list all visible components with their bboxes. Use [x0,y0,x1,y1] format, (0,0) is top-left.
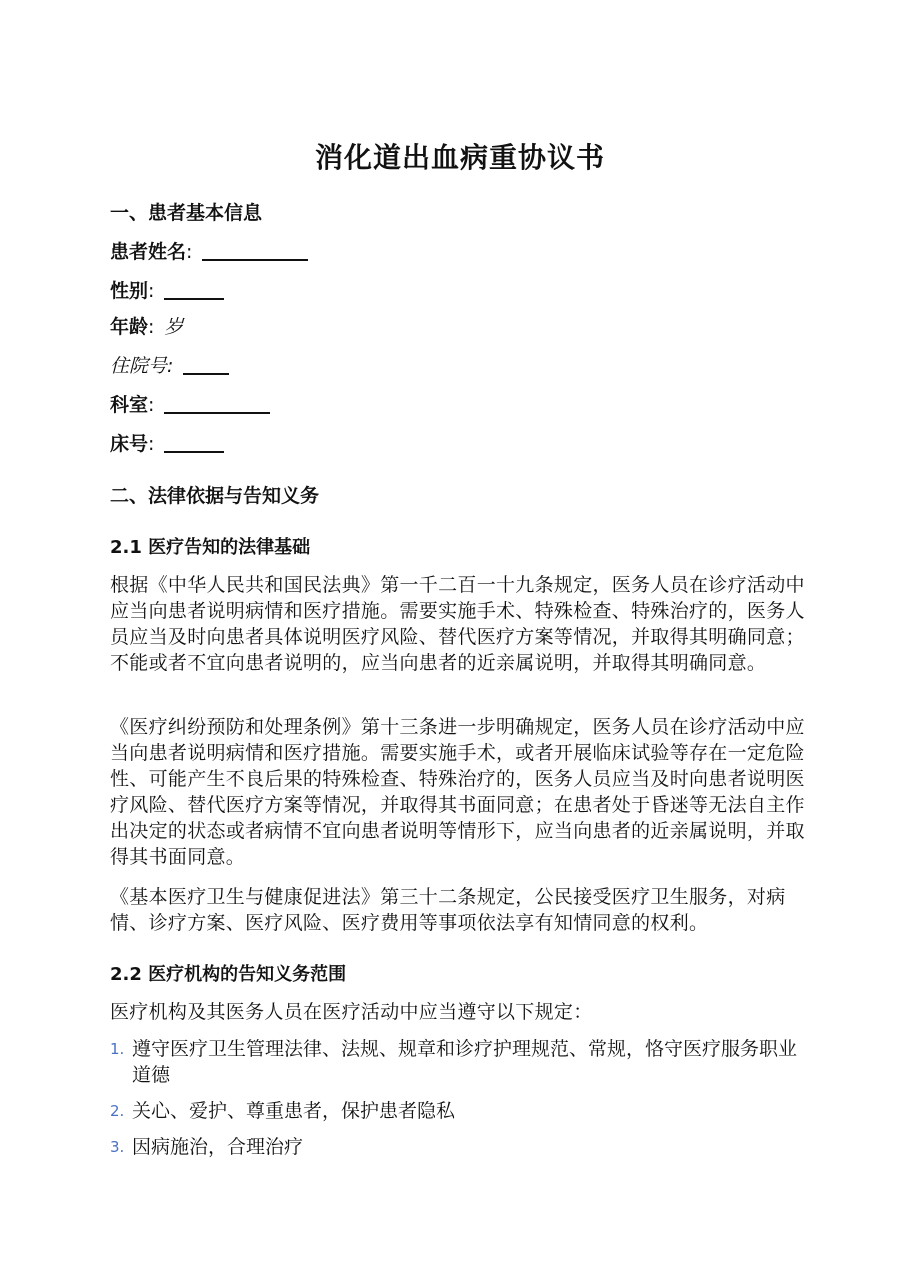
department-blank[interactable] [164,392,270,414]
list-number: 3. [110,1138,125,1156]
list-item [110,1036,810,1088]
field-label: 患者姓名 [110,241,187,263]
list-number: 2. [110,1102,125,1120]
age-unit: 岁 [164,316,184,338]
section2-heading: 二、法律依据与告知义务 [110,485,320,507]
field-label: 年龄 [110,316,149,338]
list-item-text: 关心、爱护、尊重患者，保护患者隐私 [132,1100,456,1122]
paragraph-civil-code: 根据《中华人民共和国民法典》第一千二百一十九条规定，医务人员在诊疗活动中应当向患者说明病情和医疗措施。需要实施手术、特殊检查、特殊治疗的，医务人员应当及时向患者具体说明医疗风险、替代医疗方案等情况，并取得其明确同意；不能或者不宜向患者说明的，应当向患者的近亲属说明，并取得其明确同意。 [110,574,805,674]
field-age: 年龄: 岁 [110,316,184,338]
list-number: 1. [110,1040,125,1058]
section1-heading: 一、患者基本信息 [110,202,263,224]
field-gender: 性别: [110,278,224,304]
field-label: 性别 [110,280,149,302]
field-admission-number: 住院号: [110,353,229,379]
field-label: 床号 [110,433,149,455]
field-bed-number: 床号: [110,431,224,457]
field-label: 科室 [110,394,149,416]
paragraph-dispute-regulation: 《医疗纠纷预防和处理条例》第十三条进一步明确规定，医务人员在诊疗活动中应当向患者说明病情和医疗措施。需要实施手术，或者开展临床试验等存在一定危险性、可能产生不良后果的特殊检查、特殊治疗的，医务人员应当及时向患者说明医疗风险、替代医疗方案等情况，并取得其书面同意；在患者处于昏迷等无法自主作出决定的状态或者病情不宜向患者说明等情形下，应当向患者的近亲属说明，并取得其书面同意。 [110,716,805,868]
field-department: 科室: [110,392,270,418]
patient-name-blank[interactable] [202,239,308,261]
field-patient-name: 患者姓名: [110,239,308,265]
gender-blank[interactable] [164,278,224,300]
paragraph-health-law: 《基本医疗卫生与健康促进法》第三十二条规定，公民接受医疗卫生服务，对病情、诊疗方案、医疗风险、医疗费用等事项依法享有知情同意的权利。 [110,886,786,934]
list-item [110,1134,810,1160]
admission-number-blank[interactable] [183,353,229,375]
bed-number-blank[interactable] [164,431,224,453]
subsection-2-1-heading: 2.1 医疗告知的法律基础 [110,537,311,558]
list-item [110,1098,810,1124]
list-item-text: 因病施治，合理治疗 [132,1136,304,1158]
subsection-2-2-heading: 2.2 医疗机构的告知义务范围 [110,964,347,985]
list-item-text: 遵守医疗卫生管理法律、法规、规章和诊疗护理规范、常规，恪守医疗服务职业道德 [132,1038,798,1086]
document-title: 消化道出血病重协议书 [314,141,605,174]
obligations-list [110,1036,810,1170]
field-label: 住院号 [110,355,168,377]
obligations-intro: 医疗机构及其医务人员在医疗活动中应当遵守以下规定： [110,1001,593,1023]
